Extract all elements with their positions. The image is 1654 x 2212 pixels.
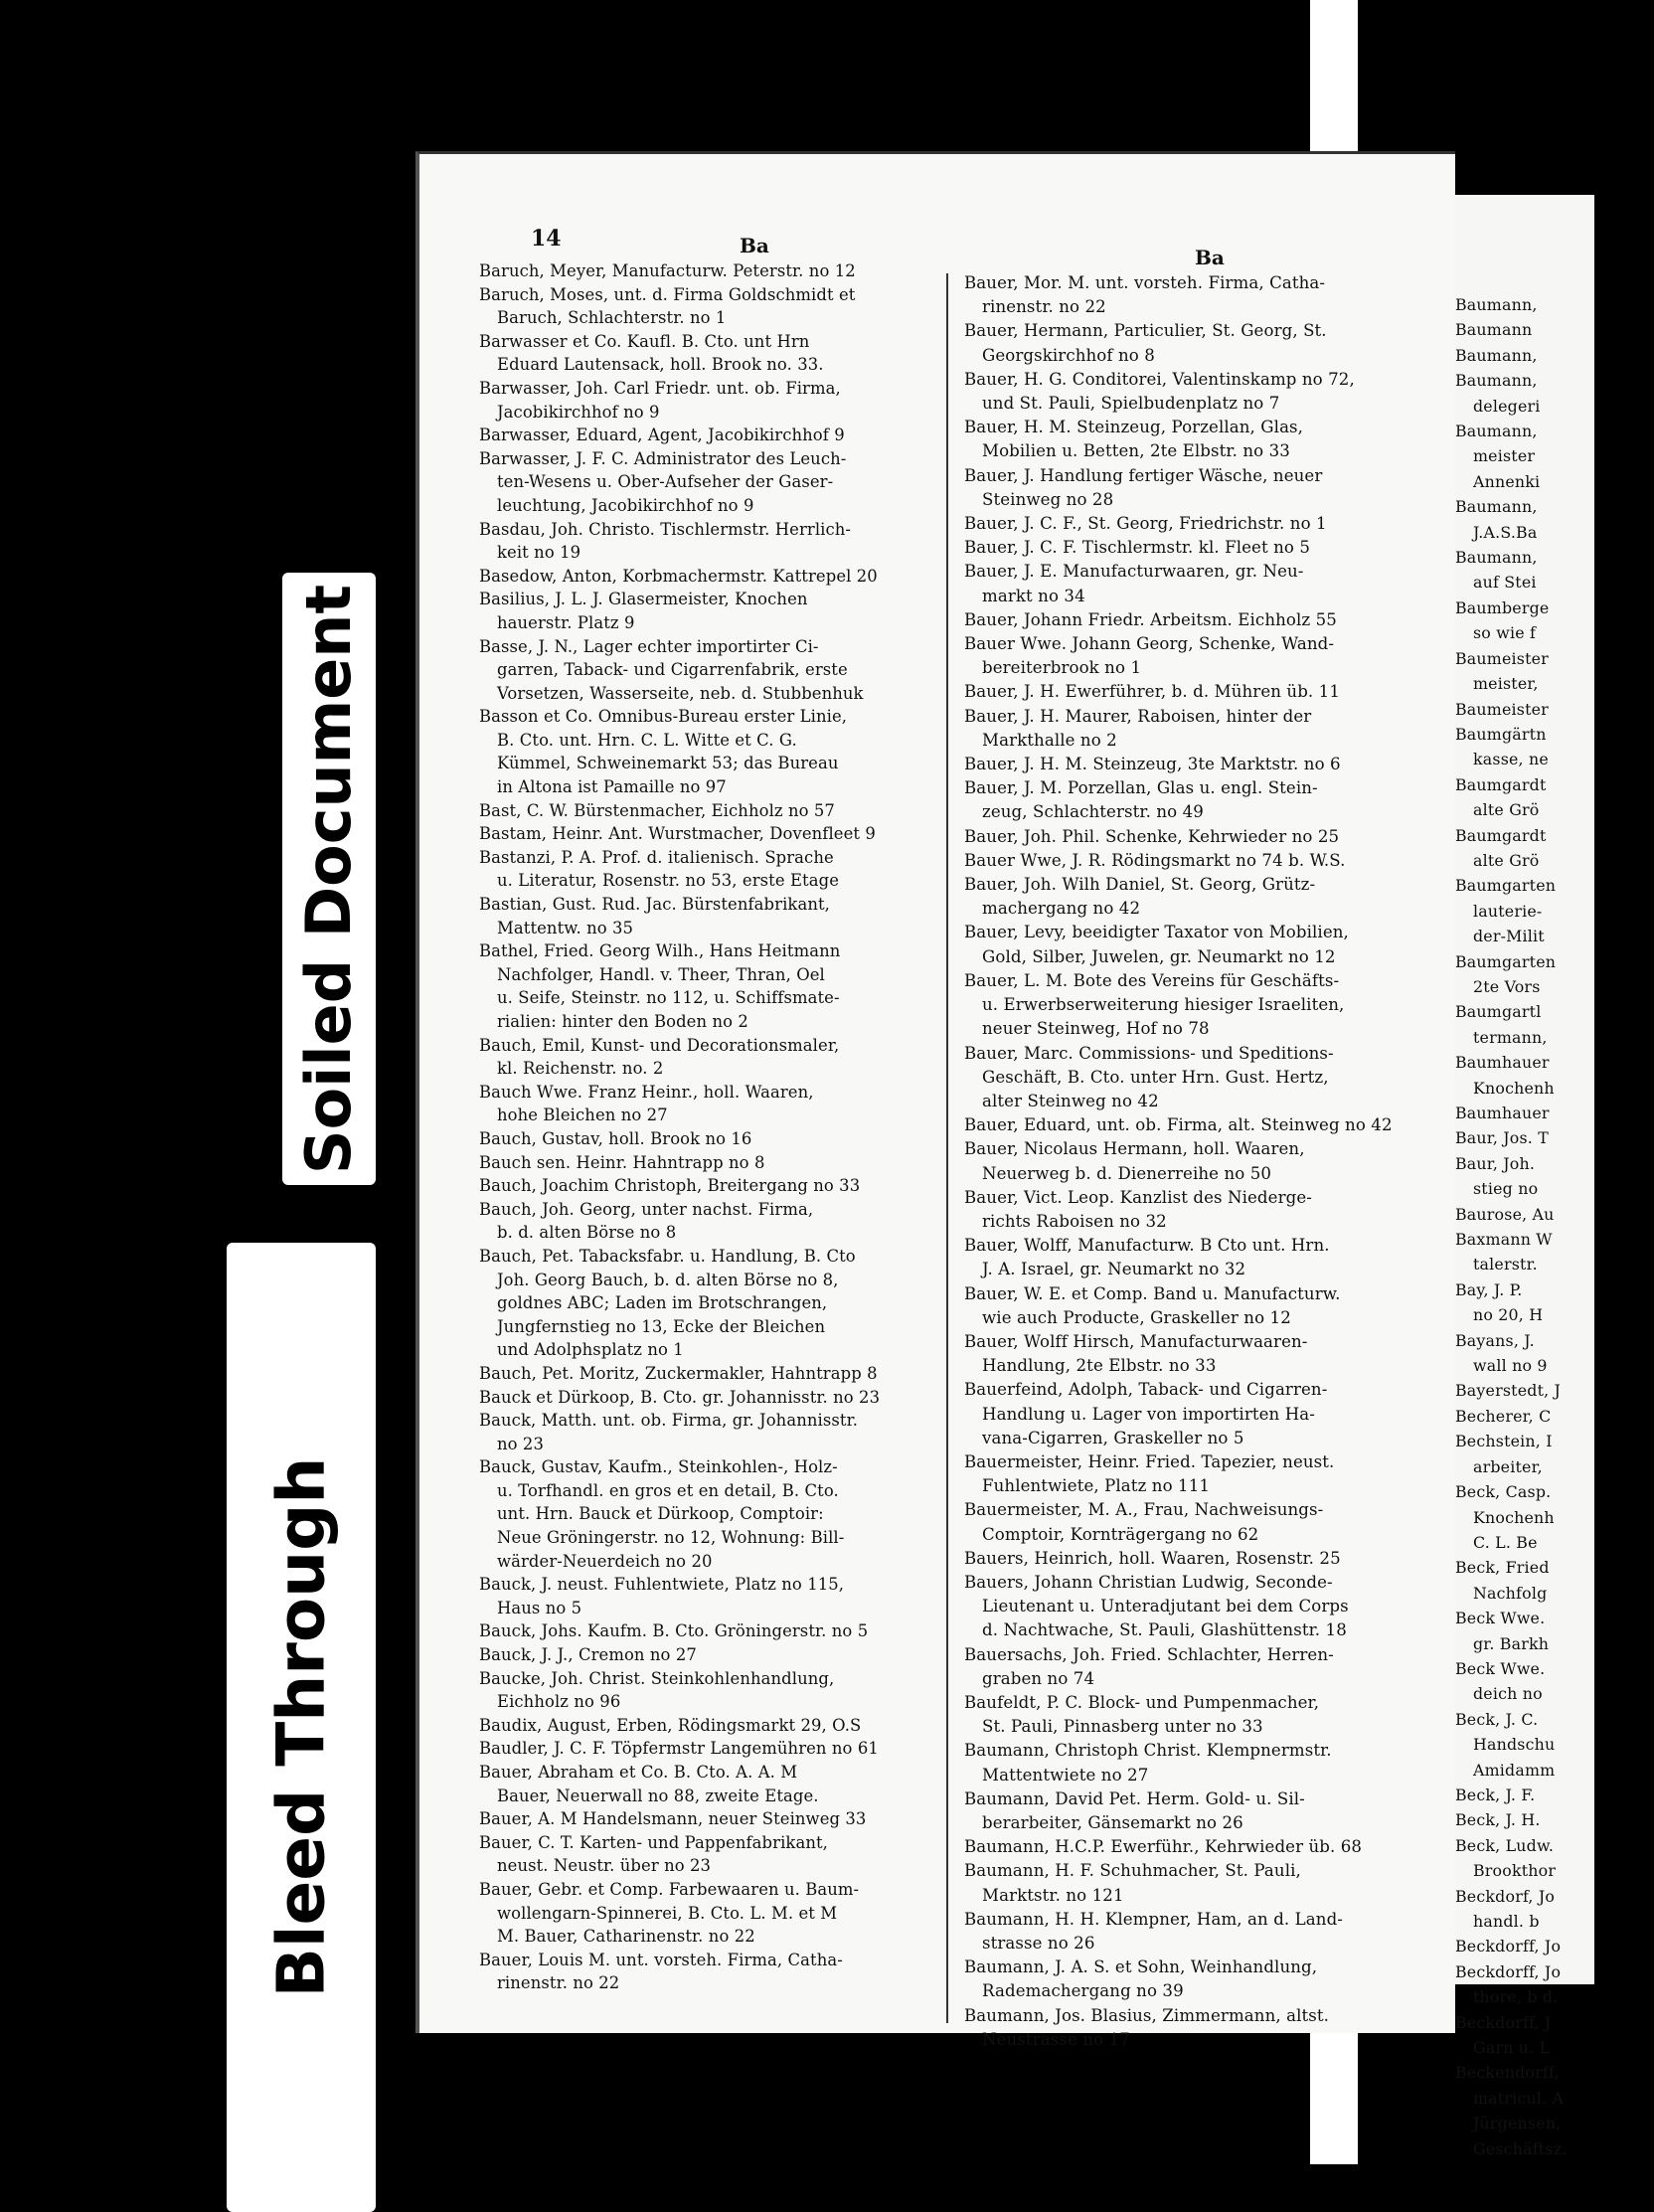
- directory-line: J.A.S.Ba: [1473, 522, 1538, 542]
- directory-line: in Altona ist Pamaille no 97: [497, 777, 727, 797]
- directory-line: berarbeiter, Gänsemarkt no 26: [982, 1813, 1243, 1832]
- directory-line: Bauer, Wolff Hirsch, Manufacturwaaren-: [964, 1331, 1308, 1351]
- directory-line: B. Cto. unt. Hrn. C. L. Witte et C. G.: [497, 730, 797, 750]
- directory-line: zeug, Schlachterstr. no 49: [982, 802, 1204, 822]
- directory-line: Bauck, Johs. Kaufm. B. Cto. Gröningerstr. no 5: [479, 1621, 869, 1641]
- directory-line: Baumgarten: [1455, 951, 1557, 971]
- directory-line: Barwasser et Co. Kaufl. B. Cto. unt Hrn: [479, 331, 810, 351]
- directory-line: Baumann, J. A. S. et Sohn, Weinhandlung,: [964, 1957, 1318, 1977]
- directory-line: Bauer, J. M. Porzellan, Glas u. engl. Stein-: [964, 778, 1318, 798]
- directory-line: Eduard Lautensack, holl. Brook no. 33.: [497, 355, 824, 375]
- directory-line: Baumann,: [1455, 345, 1538, 365]
- directory-line: thore, b d.: [1473, 1987, 1559, 2007]
- directory-line: Bauer, Gebr. et Comp. Farbewaaren u. Baum-: [479, 1879, 860, 1899]
- directory-line: Neue Gröningerstr. no 12, Wohnung: Bill-: [497, 1528, 845, 1548]
- directory-line: Bauer, Levy, beeidigter Taxator von Mobilien,: [964, 923, 1349, 942]
- directory-line: b. d. alten Börse no 8: [497, 1223, 677, 1243]
- directory-line: Baumann,: [1455, 371, 1538, 391]
- directory-line: Baxmann W: [1455, 1230, 1553, 1250]
- directory-line: Rademachergang no 39: [982, 1981, 1184, 2001]
- directory-line: Beck, Fried: [1455, 1558, 1550, 1578]
- directory-line: Amidamm: [1473, 1760, 1556, 1780]
- directory-line: Beckdorff, J: [1455, 2012, 1552, 2032]
- directory-line: Baruch, Schlachterstr. no 1: [497, 308, 727, 328]
- directory-line: und Adolphsplatz no 1: [497, 1340, 684, 1360]
- directory-line: Marktstr. no 121: [982, 1885, 1124, 1905]
- directory-line: Basse, J. N., Lager echter importirter Ci-: [479, 636, 819, 656]
- directory-line: u. Seife, Steinstr. no 112, u. Schiffsmate-: [497, 988, 840, 1008]
- directory-line: wie auch Producte, Graskeller no 12: [982, 1307, 1291, 1327]
- directory-line: Bast, C. W. Bürstenmacher, Eichholz no 57: [479, 800, 835, 820]
- directory-line: Baumhauer: [1455, 1104, 1550, 1122]
- directory-line: alte Grö: [1473, 850, 1540, 870]
- bleed-through-label: [227, 1243, 376, 2212]
- directory-line: Bauersachs, Joh. Fried. Schlachter, Herren-: [964, 1644, 1334, 1664]
- directory-line: J. A. Israel, gr. Neumarkt no 32: [982, 1260, 1246, 1279]
- directory-line: Bauch, Gustav, holl. Brook no 16: [479, 1128, 752, 1148]
- directory-line: Kümmel, Schweinemarkt 53; das Bureau: [497, 754, 839, 773]
- directory-line: Baucke, Joh. Christ. Steinkohlenhandlung,: [479, 1668, 835, 1688]
- directory-line: Baumgarten: [1455, 876, 1557, 896]
- directory-line: Knochenh: [1473, 1507, 1555, 1527]
- directory-line: Neuerweg b. d. Dienerreihe no 50: [982, 1163, 1272, 1183]
- directory-line: Baruch, Meyer, Manufacturw. Peterstr. no 12: [479, 261, 856, 280]
- directory-line: Beck, J. F.: [1455, 1785, 1536, 1804]
- directory-line: Bayans, J.: [1455, 1330, 1535, 1350]
- directory-line: Beck Wwe.: [1455, 1609, 1546, 1628]
- directory-line: bereiterbrook no 1: [982, 658, 1142, 678]
- directory-line: wollengarn-Spinnerei, B. Cto. L. M. et M: [497, 1903, 838, 1923]
- directory-line: Steinweg no 28: [982, 489, 1114, 509]
- right-column: [964, 271, 1441, 2052]
- directory-line: Bauer, L. M. Bote des Vereins für Geschäfts-: [964, 970, 1340, 990]
- directory-line: Bauch Wwe. Franz Heinr., holl. Waaren,: [479, 1082, 814, 1102]
- directory-line: unt. Hrn. Bauck et Dürkoop, Comptoir:: [497, 1504, 824, 1524]
- directory-line: talerstr.: [1473, 1255, 1538, 1275]
- directory-line: Neustrasse no 17: [982, 2029, 1130, 2049]
- directory-line: Annenki: [1473, 471, 1541, 491]
- directory-line: Barwasser, Eduard, Agent, Jacobikirchhof 9: [479, 425, 845, 445]
- document-page: [415, 151, 1455, 2049]
- directory-line: Mattentwiete no 27: [982, 1765, 1149, 1785]
- directory-line: wärder-Neuerdeich no 20: [497, 1551, 713, 1571]
- directory-line: hauerstr. Platz 9: [497, 612, 635, 632]
- directory-line: hohe Bleichen no 27: [497, 1106, 668, 1125]
- directory-line: Baumann, H. H. Klempner, Ham, an d. Land-: [964, 1909, 1344, 1929]
- directory-line: Baumann,: [1455, 295, 1538, 314]
- directory-line: machergang no 42: [982, 899, 1141, 919]
- directory-line: Bauer, H. M. Steinzeug, Porzellan, Glas,: [964, 418, 1304, 437]
- directory-line: handl. b: [1473, 1912, 1540, 1931]
- directory-line: Lieutenant u. Unteradjutant bei dem Corps: [982, 1597, 1349, 1616]
- directory-line: rinenstr. no 22: [982, 297, 1106, 317]
- directory-line: Nachfolger, Handl. v. Theer, Thran, Oel: [497, 964, 825, 984]
- directory-line: meister,: [1473, 674, 1539, 694]
- directory-line: Bauer, Marc. Commissions- und Speditions-: [964, 1043, 1334, 1063]
- directory-line: und St. Pauli, Spielbudenplatz no 7: [982, 394, 1280, 414]
- directory-line: arbeiter,: [1473, 1456, 1543, 1476]
- directory-line: u. Torfhandl. en gros et en detail, B. Cto.: [497, 1480, 839, 1500]
- directory-line: Baumberge: [1455, 597, 1550, 617]
- directory-line: Bauck, Matth. unt. ob. Firma, gr. Johannisstr.: [479, 1411, 859, 1431]
- left-column: [479, 259, 951, 1995]
- directory-line: Bauer, J. H. Ewerführer, b. d. Mühren üb. 11: [964, 682, 1340, 702]
- directory-line: Georgskirchhof no 8: [982, 345, 1155, 365]
- directory-line: u. Erwerbserweiterung hiesiger Israeliten,: [982, 995, 1345, 1015]
- directory-line: Beck, J. C.: [1455, 1709, 1539, 1729]
- directory-line: Bauer, C. T. Karten- und Pappenfabrikant,: [479, 1832, 828, 1852]
- directory-line: Bastam, Heinr. Ant. Wurstmacher, Dovenfleet 9: [479, 824, 876, 844]
- directory-line: Vorsetzen, Wasserseite, neb. d. Stubbenhuk: [497, 683, 864, 703]
- directory-line: graben no 74: [982, 1668, 1095, 1688]
- directory-line: meister: [1473, 446, 1536, 466]
- directory-line: Baufeldt, P. C. Block- und Pumpenmacher,: [964, 1692, 1320, 1712]
- directory-line: Baumgärtn: [1455, 724, 1547, 744]
- directory-line: u. Literatur, Rosenstr. no 53, erste Etage: [497, 871, 839, 891]
- directory-line: Basson et Co. Omnibus-Bureau erster Linie,: [479, 707, 848, 727]
- directory-line: Bauch sen. Heinr. Hahntrapp no 8: [479, 1152, 765, 1172]
- directory-line: Knochenh: [1473, 1078, 1555, 1098]
- directory-line: M. Bauer, Catharinenstr. no 22: [497, 1927, 755, 1947]
- directory-line: Beck, Ludw.: [1455, 1835, 1555, 1855]
- directory-line: rinenstr. no 22: [497, 1973, 620, 1993]
- directory-line: Bastian, Gust. Rud. Jac. Bürstenfabrikant,: [479, 895, 830, 915]
- directory-line: Beckdorff, Jo: [1455, 1961, 1562, 1981]
- directory-line: Bauer, H. G. Conditorei, Valentinskamp no 72,: [964, 369, 1355, 389]
- directory-line: Baur, Joh.: [1455, 1153, 1536, 1173]
- directory-line: der-Milit: [1473, 927, 1545, 946]
- directory-line: keit no 19: [497, 543, 581, 563]
- directory-line: Beckendorff,: [1455, 2063, 1560, 2083]
- directory-line: Baumann, David Pet. Herm. Gold- u. Sil-: [964, 1788, 1305, 1808]
- directory-line: Bauer, Abraham et Co. B. Cto. A. A. M: [479, 1763, 798, 1782]
- directory-line: Bathel, Fried. Georg Wilh., Hans Heitmann: [479, 941, 841, 961]
- directory-line: Bauck et Dürkoop, B. Cto. gr. Johannisstr. no 23: [479, 1387, 881, 1407]
- directory-line: Beckdorf, Jo: [1455, 1886, 1556, 1906]
- soiled-document-label: [282, 573, 376, 1185]
- directory-line: Comptoir, Kornträgergang no 62: [982, 1524, 1259, 1544]
- directory-line: Bauermeister, Heinr. Fried. Tapezier, neust.: [964, 1451, 1335, 1471]
- directory-line: lauterie-: [1473, 901, 1543, 921]
- directory-line: ten-Wesens u. Ober-Aufseher der Gaser-: [497, 472, 834, 492]
- directory-line: Bauermeister, M. A., Frau, Nachweisungs-: [964, 1500, 1324, 1520]
- directory-line: Bauch, Pet. Tabacksfabr. u. Handlung, B. Cto: [479, 1246, 856, 1266]
- directory-line: Baumgartl: [1455, 1002, 1542, 1022]
- directory-line: Basdau, Joh. Christo. Tischlermstr. Herrlich-: [479, 519, 852, 539]
- directory-line: markt no 34: [982, 586, 1085, 605]
- directory-line: Baumgardt: [1455, 825, 1547, 845]
- directory-line: deich no: [1473, 1684, 1543, 1704]
- directory-line: Bauer, Johann Friedr. Arbeitsm. Eichholz 55: [964, 609, 1337, 629]
- directory-line: Fuhlentwiete, Platz no 111: [982, 1476, 1211, 1496]
- directory-line: Brookthor: [1473, 1861, 1557, 1881]
- directory-line: Eichholz no 96: [497, 1692, 621, 1712]
- directory-line: Bauers, Heinrich, holl. Waaren, Rosenstr. 25: [964, 1548, 1341, 1568]
- directory-line: Handschu: [1473, 1735, 1556, 1755]
- next-page-column: [1455, 292, 1654, 2161]
- directory-line: Handlung u. Lager von importirten Ha-: [982, 1404, 1315, 1424]
- directory-line: Markthalle no 2: [982, 730, 1117, 750]
- directory-line: matricul. A: [1473, 2088, 1565, 2108]
- directory-line: Bauers, Johann Christian Ludwig, Seconde-: [964, 1572, 1333, 1592]
- directory-line: garren, Taback- und Cigarrenfabrik, erste: [497, 660, 848, 680]
- directory-line: Baumann, Jos. Blasius, Zimmermann, altst.: [964, 2005, 1330, 2025]
- directory-line: Baumeister: [1455, 648, 1549, 668]
- directory-line: Bauer, Louis M. unt. vorsteh. Firma, Catha-: [479, 1950, 843, 1969]
- directory-line: Bauer, Hermann, Particulier, St. Georg, St.: [964, 321, 1327, 341]
- directory-line: Geschäft, B. Cto. unter Hrn. Gust. Hertz,: [982, 1067, 1329, 1087]
- directory-line: Gold, Silber, Juwelen, gr. Neumarkt no 12: [982, 946, 1336, 966]
- directory-line: Baumgardt: [1455, 774, 1547, 794]
- directory-line: Bauerfeind, Adolph, Taback- und Cigarren-: [964, 1380, 1328, 1400]
- directory-line: Baumeister: [1455, 699, 1549, 719]
- page-header-right: Ba: [1195, 246, 1225, 269]
- directory-line: Becherer, C: [1455, 1406, 1552, 1426]
- directory-line: Bauer, J. Handlung fertiger Wäsche, neuer: [964, 465, 1323, 485]
- directory-line: Bayerstedt, J: [1455, 1381, 1562, 1401]
- directory-line: alter Steinweg no 42: [982, 1091, 1159, 1110]
- directory-line: Bauck, Gustav, Kaufm., Steinkohlen-, Holz-: [479, 1457, 838, 1477]
- directory-line: leuchtung, Jacobikirchhof no 9: [497, 495, 754, 515]
- directory-line: Beck, J. H.: [1455, 1810, 1541, 1830]
- directory-line: Jungfernstieg no 13, Ecke der Bleichen: [497, 1316, 826, 1336]
- directory-line: Baumann: [1455, 320, 1533, 340]
- directory-line: Baruch, Moses, unt. d. Firma Goldschmidt et: [479, 284, 856, 304]
- directory-line: neust. Neustr. über no 23: [497, 1856, 712, 1876]
- directory-line: Baumann, Christoph Christ. Klempnermstr.: [964, 1741, 1332, 1761]
- directory-line: Bauer, J. H. M. Steinzeug, 3te Marktstr. no 6: [964, 755, 1341, 774]
- directory-line: Baumann, H. F. Schuhmacher, St. Pauli,: [964, 1861, 1301, 1881]
- directory-line: Baumann,: [1455, 548, 1538, 568]
- directory-line: Baumann,: [1455, 422, 1538, 441]
- directory-line: Bauer, Wolff, Manufacturw. B Cto unt. Hrn.: [964, 1236, 1330, 1256]
- directory-line: Baurose, Au: [1455, 1204, 1555, 1224]
- directory-line: Bauer, J. C. F., St. Georg, Friedrichstr. no 1: [964, 514, 1327, 534]
- directory-line: Baumhauer: [1455, 1053, 1550, 1073]
- directory-line: St. Pauli, Pinnasberg unter no 33: [982, 1717, 1263, 1737]
- directory-line: Baudix, August, Erben, Rödingsmarkt 29, O.S: [479, 1715, 862, 1735]
- directory-line: Bauch, Pet. Moritz, Zuckermakler, Hahntrapp 8: [479, 1363, 878, 1383]
- directory-line: Joh. Georg Bauch, b. d. alten Börse no 8,: [497, 1270, 839, 1289]
- soiled-document-text: Soiled Document: [292, 584, 366, 1174]
- directory-line: Jürgensen,: [1473, 2114, 1562, 2133]
- directory-line: Bauer Wwe. Johann Georg, Schenke, Wand-: [964, 634, 1335, 654]
- directory-line: Bauer, Joh. Phil. Schenke, Kehrwieder no 25: [964, 826, 1340, 846]
- directory-line: Jacobikirchhof no 9: [497, 402, 660, 422]
- directory-line: Mattentw. no 35: [497, 918, 634, 937]
- directory-line: Bauck, J. J., Cremon no 27: [479, 1645, 697, 1665]
- directory-line: kasse, ne: [1473, 750, 1549, 769]
- directory-line: auf Stei: [1473, 573, 1537, 593]
- directory-line: so wie f: [1473, 623, 1537, 643]
- directory-line: Barwasser, Joh. Carl Friedr. unt. ob. Firma,: [479, 378, 841, 398]
- directory-line: Bauch, Joachim Christoph, Breitergang no 33: [479, 1176, 861, 1196]
- directory-line: Bastanzi, P. A. Prof. d. italienisch. Sprache: [479, 847, 834, 867]
- directory-line: no 20, H: [1473, 1305, 1544, 1325]
- directory-line: Garn u. L: [1473, 2038, 1551, 2058]
- directory-line: Baumann, H.C.P. Ewerführ., Kehrwieder üb. 68: [964, 1837, 1363, 1857]
- page-header-left: Ba: [740, 234, 769, 257]
- directory-line: Handlung, 2te Elbstr. no 33: [982, 1356, 1217, 1376]
- directory-line: wall no 9: [1473, 1356, 1548, 1376]
- directory-line: Bauer, Vict. Leop. Kanzlist des Niederge-: [964, 1187, 1312, 1207]
- directory-line: Basedow, Anton, Korbmachermstr. Kattrepel 20: [479, 566, 878, 586]
- directory-line: Baudler, J. C. F. Töpfermstr Langemühren no 61: [479, 1739, 879, 1759]
- directory-line: Bauer, J. H. Maurer, Raboisen, hinter der: [964, 706, 1312, 726]
- directory-line: no 23: [497, 1434, 544, 1453]
- directory-line: Bechstein, I: [1455, 1432, 1553, 1451]
- directory-line: stieg no: [1473, 1179, 1539, 1199]
- directory-line: termann,: [1473, 1027, 1548, 1047]
- directory-line: neuer Steinweg, Hof no 78: [982, 1019, 1210, 1039]
- directory-line: Haus no 5: [497, 1598, 582, 1617]
- directory-line: Bauer, Joh. Wilh Daniel, St. Georg, Grütz-: [964, 875, 1316, 895]
- directory-line: Bauch, Emil, Kunst- und Decorationsmaler,: [479, 1035, 840, 1055]
- directory-line: Mobilien u. Betten, 2te Elbstr. no 33: [982, 441, 1290, 461]
- directory-line: Basilius, J. L. J. Glasermeister, Knochen: [479, 590, 808, 609]
- directory-line: Beck, Casp.: [1455, 1482, 1552, 1502]
- directory-line: Bauer, Mor. M. unt. vorsteh. Firma, Catha-: [964, 273, 1326, 292]
- directory-line: 2te Vors: [1473, 976, 1541, 996]
- directory-line: Baur, Jos. T: [1455, 1128, 1549, 1148]
- directory-line: Bauer, Nicolaus Hermann, holl. Waaren,: [964, 1139, 1305, 1159]
- directory-line: Bauch, Joh. Georg, unter nachst. Firma,: [479, 1199, 814, 1219]
- page-number: 14: [531, 226, 562, 252]
- directory-line: Nachfolg: [1473, 1583, 1548, 1603]
- directory-line: Beck Wwe.: [1455, 1658, 1546, 1678]
- directory-line: Barwasser, J. F. C. Administrator des Leuch-: [479, 448, 847, 468]
- directory-line: Beckdorff, Jo: [1455, 1937, 1562, 1957]
- directory-line: Bauer, A. M Handelsmann, neuer Steinweg 33: [479, 1809, 867, 1829]
- next-page-edge: [1441, 195, 1594, 2158]
- directory-line: richts Raboisen no 32: [982, 1211, 1167, 1231]
- directory-line: Bauer, Neuerwall no 88, zweite Etage.: [497, 1786, 819, 1805]
- directory-line: rialien: hinter den Boden no 2: [497, 1012, 748, 1031]
- directory-line: Bauer, J. C. F. Tischlermstr. kl. Fleet no 5: [964, 538, 1311, 558]
- directory-line: Baumann,: [1455, 497, 1538, 517]
- directory-line: Bauer, W. E. et Comp. Band u. Manufacturw.: [964, 1283, 1341, 1303]
- directory-line: d. Nachtwache, St. Pauli, Glashüttenstr. 18: [982, 1620, 1347, 1640]
- directory-line: Bauck, J. neust. Fuhlentwiete, Platz no 115,: [479, 1575, 845, 1595]
- directory-line: Geschäftsz.: [1473, 2138, 1568, 2158]
- directory-line: Bay, J. P.: [1455, 1279, 1523, 1299]
- directory-line: strasse no 26: [982, 1934, 1095, 1954]
- directory-line: alte Grö: [1473, 800, 1540, 820]
- directory-line: kl. Reichenstr. no. 2: [497, 1059, 664, 1079]
- directory-line: goldnes ABC; Laden im Brotschrangen,: [497, 1293, 828, 1313]
- directory-line: Bauer Wwe, J. R. Rödingsmarkt no 74 b. W.S.: [964, 850, 1346, 870]
- directory-line: Bauer, Eduard, unt. ob. Firma, alt. Steinweg no 42: [964, 1115, 1393, 1135]
- directory-line: vana-Cigarren, Graskeller no 5: [982, 1428, 1244, 1447]
- directory-line: C. L. Be: [1473, 1532, 1538, 1552]
- directory-line: delegeri: [1473, 396, 1541, 416]
- directory-line: Bauer, J. E. Manufacturwaaren, gr. Neu-: [964, 562, 1304, 582]
- directory-line: gr. Barkh: [1473, 1633, 1550, 1653]
- bleed-through-text: Bleed Through: [262, 1456, 340, 1998]
